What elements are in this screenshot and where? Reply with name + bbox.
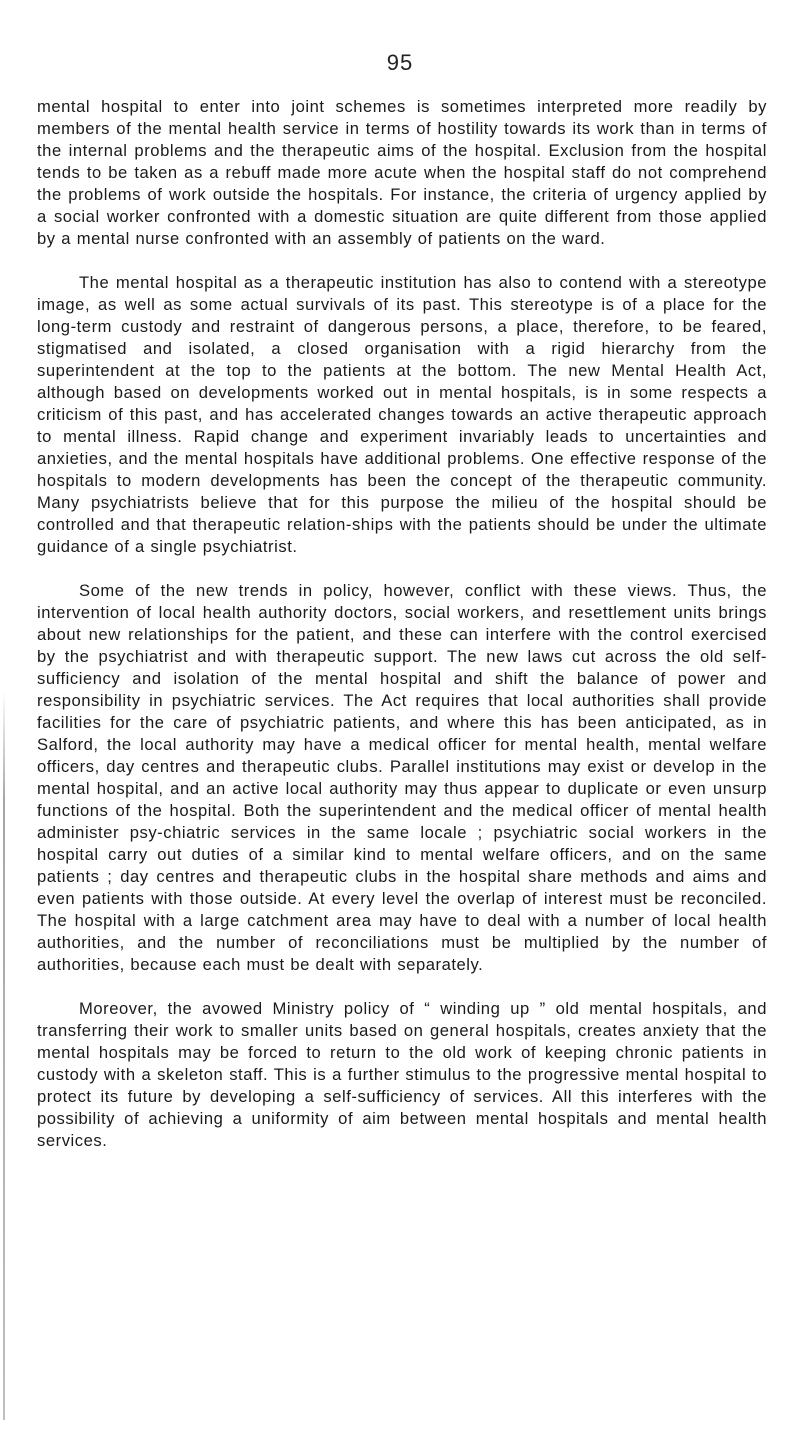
paragraph-3: Some of the new trends in policy, however, conflict with these views. Thus, the intervention of local health authority doctors, social workers, and resettlement units brings about new relationships for the patient, and these can interfere with the control exercised by the psychiatrist and with therapeutic support. The new laws cut across the old self-sufficiency and isolation of the mental hospital and shift the balance of power and responsibility in psychiatric services. The Act requires that local authorities shall provide facilities for the care of psychiatric patients, and where this has been anticipated, as in Salford, the local authority may have a medical officer for mental health, mental welfare officers, day centres and therapeutic clubs. Parallel institutions may exist or develop in the mental hospital, and an active local authority may thus appear to duplicate or even unsurp functions of the hospital. Both the superintendent and the medical officer of mental health administer psy-chiatric services in the same locale ; psychiatric social workers in the hospital carry out duties of a similar kind to mental welfare officers, and on the same patients ; day centres and therapeutic clubs in the hospital share methods and aims and even patients with those outside. At every level the overlap of interest must be reconciled. The hospital with a large catchment area may have to deal with a number of local health authorities, and the number of reconciliations must be multiplied by the number of authorities, because each must be dealt with separately.: [37, 581, 767, 974]
paragraph-4: Moreover, the avowed Ministry policy of “ winding up ” old mental hospitals, and transferring their work to smaller units based on general hospitals, creates anxiety that the mental hospitals may be forced to return to the old work of keeping chronic patients in custody with a skeleton staff. This is a further stimulus to the progressive mental hospital to protect its future by developing a self-sufficiency of services. All this interferes with the possibility of achieving a uniformity of aim between mental hospitals and mental health services.: [37, 999, 767, 1150]
body-text: [37, 96, 767, 1174]
paragraph-2: The mental hospital as a therapeutic institution has also to contend with a stereotype image, as well as some actual survivals of its past. This stereotype is of a place for the long-term custody and restraint of dangerous persons, a place, therefore, to be feared, stigmatised and isolated, a closed organisation with a rigid hierarchy from the superintendent at the top to the patients at the bottom. The new Mental Health Act, although based on developments worked out in mental hospitals, is in some respects a criticism of this past, and has accelerated changes towards an active therapeutic approach to mental illness. Rapid change and experiment invariably leads to uncertainties and anxieties, and the mental hospitals have additional problems. One effective response of the hospitals to modern developments has been the concept of the therapeutic community. Many psychiatrists believe that for this purpose the milieu of the hospital should be controlled and that therapeutic relation-ships with the patients should be under the ultimate guidance of a single psychiatrist.: [37, 273, 767, 556]
page-number: 95: [386, 50, 414, 75]
paragraph-1: mental hospital to enter into joint schemes is sometimes interpreted more readily by members of the mental health service in terms of hostility towards its work than in terms of the internal problems and the therapeutic aims of the hospital. Exclusion from the hospital tends to be taken as a rebuff made more acute when the hospital staff do not comprehend the problems of work outside the hospitals. For instance, the criteria of urgency applied by a social worker confronted with a domestic situation are quite different from those applied by a mental nurse confronted with an assembly of patients on the ward.: [37, 97, 767, 248]
binding-edge-shadow: [3, 690, 5, 1420]
